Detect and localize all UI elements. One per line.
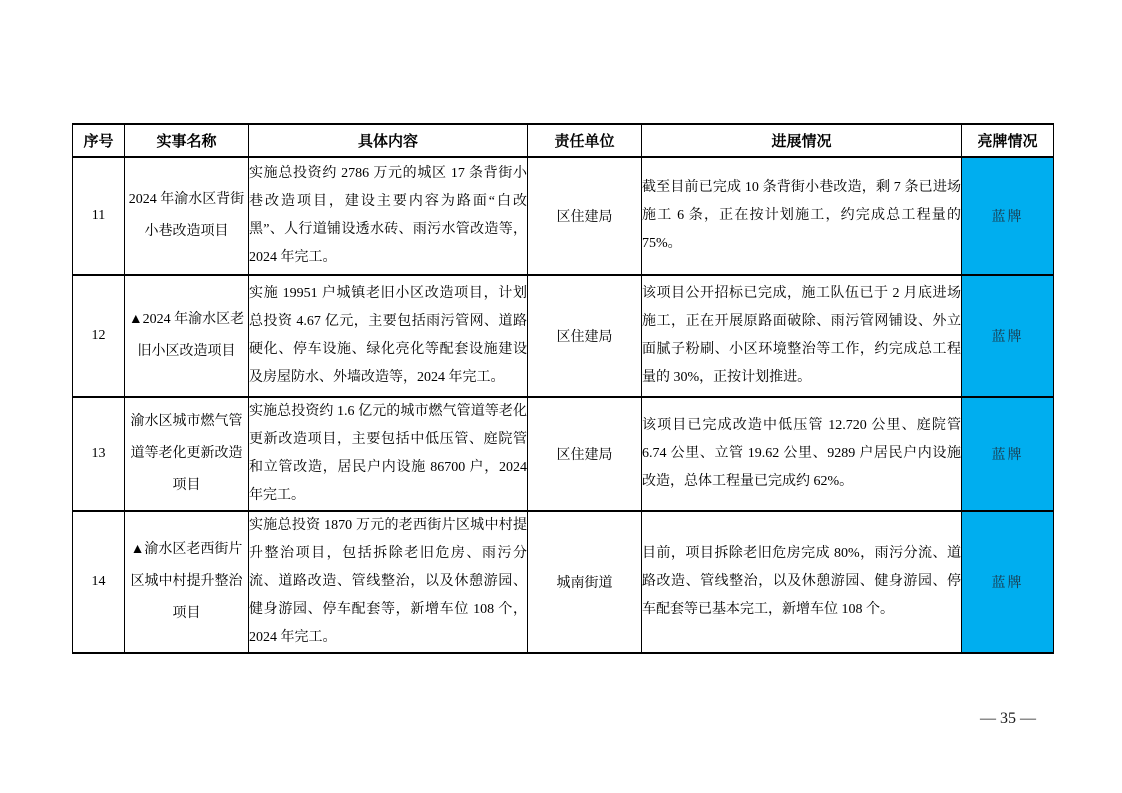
table-row <box>73 397 1054 511</box>
col-header-card: 亮牌情况 <box>962 124 1054 157</box>
col-header-unit: 责任单位 <box>528 124 642 157</box>
table-row <box>73 275 1054 397</box>
card-status-badge: 蓝牌 <box>962 275 1054 397</box>
progress-status: 截至目前已完成 10 条背街小巷改造，剩 7 条已进场施工 6 条，正在按计划施工，约完成总工程量的 75%。 <box>642 157 962 275</box>
progress-status: 该项目已完成改造中低压管 12.720 公里、庭院管 6.74 公里、立管 19.62 公里、9289 户居民户内设施改造，总体工程量已完成约 62%。 <box>642 397 962 511</box>
table-row <box>73 157 1054 275</box>
col-header-name: 实事名称 <box>125 124 249 157</box>
projects-table <box>72 123 1054 654</box>
card-status-badge: 蓝牌 <box>962 511 1054 653</box>
col-header-content: 具体内容 <box>249 124 528 157</box>
responsible-unit: 区住建局 <box>528 397 642 511</box>
row-number: 12 <box>73 275 125 397</box>
project-content: 实施总投资约 1.6 亿元的城市燃气管道等老化更新改造项目，主要包括中低压管、庭院管和立管改造，居民户内设施 86700 户，2024 年完工。 <box>249 397 528 511</box>
responsible-unit: 区住建局 <box>528 275 642 397</box>
project-name: ▲2024 年渝水区老旧小区改造项目 <box>125 275 249 397</box>
row-number: 14 <box>73 511 125 653</box>
project-content: 实施 19951 户城镇老旧小区改造项目，计划总投资 4.67 亿元，主要包括雨污管网、道路硬化、停车设施、绿化亮化等配套设施建设及房屋防水、外墙改造等，2024 年完工。 <box>249 275 528 397</box>
table-row <box>73 511 1054 653</box>
project-name: 2024 年渝水区背街小巷改造项目 <box>125 157 249 275</box>
row-number: 11 <box>73 157 125 275</box>
progress-status: 目前，项目拆除老旧危房完成 80%，雨污分流、道路改造、管线整治，以及休憩游园、健身游园、停车配套等已基本完工，新增车位 108 个。 <box>642 511 962 653</box>
row-number: 13 <box>73 397 125 511</box>
project-content: 实施总投资 1870 万元的老西街片区城中村提升整治项目，包括拆除老旧危房、雨污分流、道路改造、管线整治，以及休憩游园、健身游园、停车配套等，新增车位 108 个，2024 年完工。 <box>249 511 528 653</box>
card-status-badge: 蓝牌 <box>962 397 1054 511</box>
responsible-unit: 区住建局 <box>528 157 642 275</box>
card-status-badge: 蓝牌 <box>962 157 1054 275</box>
project-name: ▲渝水区老西街片区城中村提升整治项目 <box>125 511 249 653</box>
project-name: 渝水区城市燃气管道等老化更新改造项目 <box>125 397 249 511</box>
page-number: — 35 — <box>980 710 1036 727</box>
table-header-row <box>73 124 1054 157</box>
progress-status: 该项目公开招标已完成，施工队伍已于 2 月底进场施工，正在开展原路面破除、雨污管网铺设、外立面腻子粉刷、小区环境整治等工作，约完成总工程量的 30%，正按计划推进。 <box>642 275 962 397</box>
col-header-no: 序号 <box>73 124 125 157</box>
col-header-progress: 进展情况 <box>642 124 962 157</box>
responsible-unit: 城南街道 <box>528 511 642 653</box>
project-content: 实施总投资约 2786 万元的城区 17 条背街小巷改造项目，建设主要内容为路面“白改黑”、人行道铺设透水砖、雨污水管改造等，2024 年完工。 <box>249 157 528 275</box>
